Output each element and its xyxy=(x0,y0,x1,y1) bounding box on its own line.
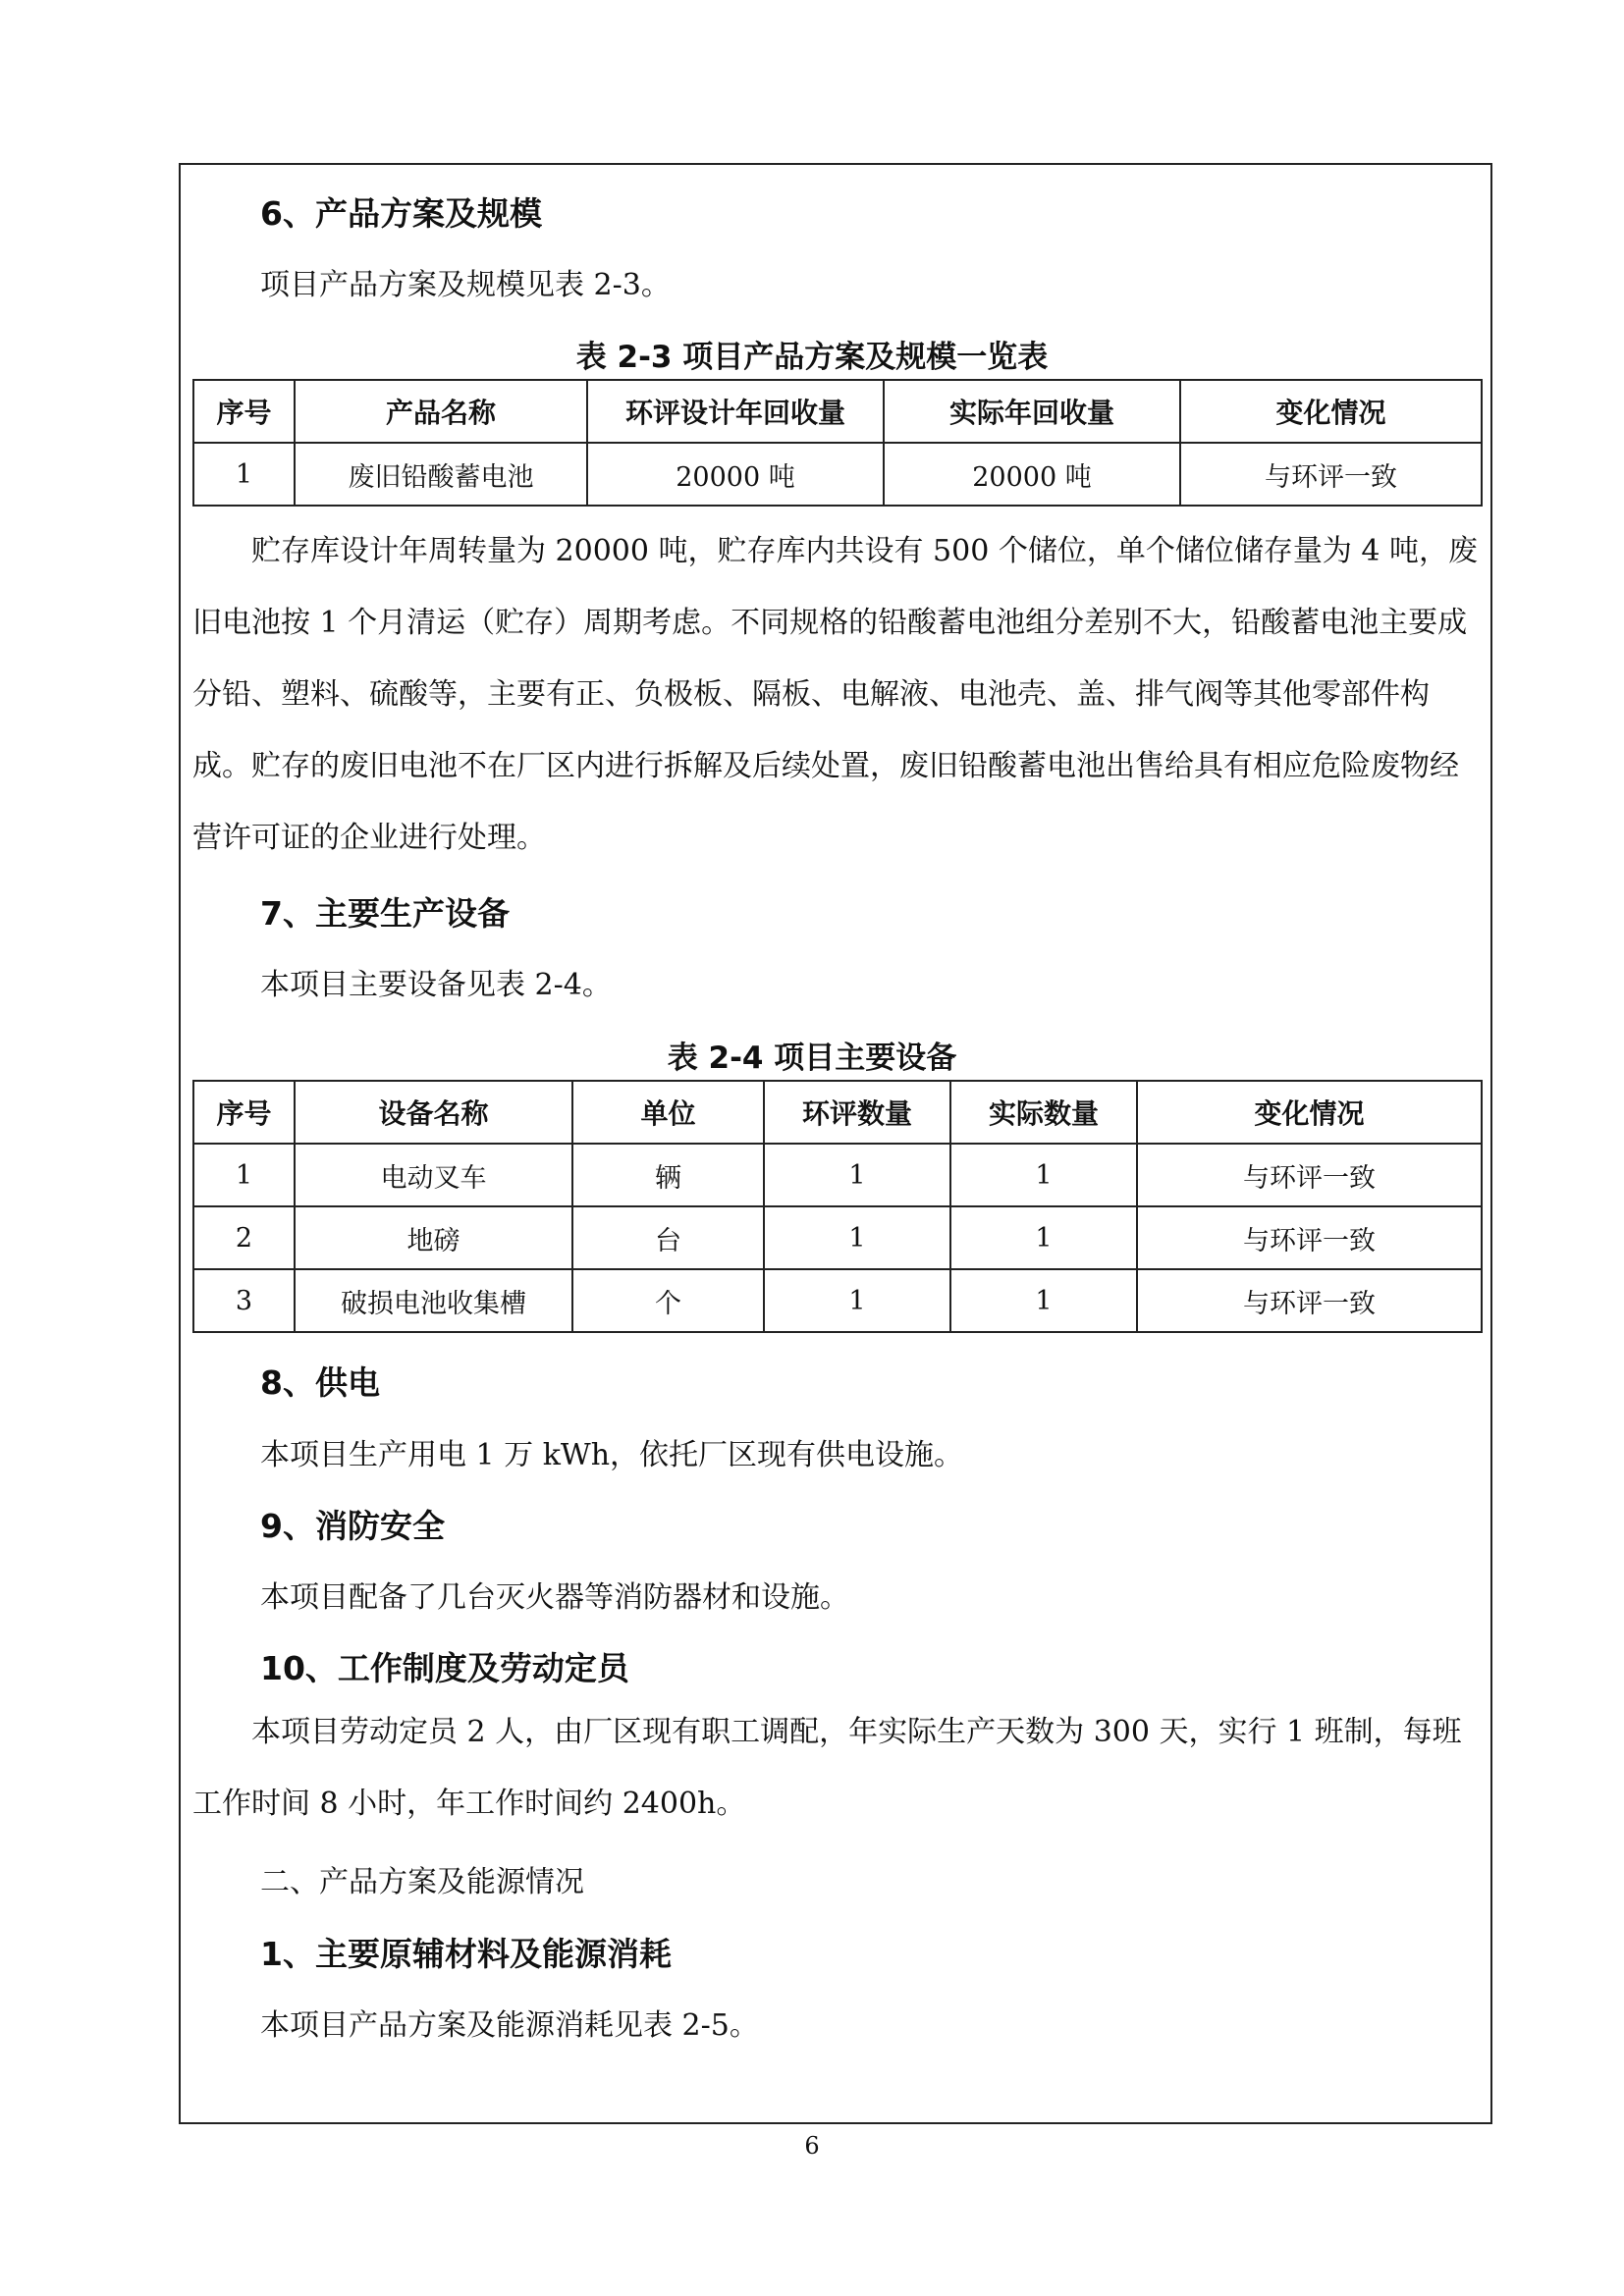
table-cell: 20000 吨 xyxy=(587,443,884,506)
table-cell: 1 xyxy=(764,1269,950,1332)
header-cell: 单位 xyxy=(572,1081,764,1144)
table-cell: 个 xyxy=(572,1269,764,1332)
table-cell: 1 xyxy=(193,1144,295,1206)
page-number: 6 xyxy=(804,2132,820,2160)
section-10-heading: 10、工作制度及劳动定员 xyxy=(260,1649,629,1687)
table-cell: 废旧铅酸蓄电池 xyxy=(295,443,587,506)
table-cell: 1 xyxy=(764,1144,950,1206)
table-cell: 与环评一致 xyxy=(1137,1206,1482,1269)
table-2-4-caption: 表 2-4 项目主要设备 xyxy=(667,1041,957,1076)
table-cell: 20000 吨 xyxy=(884,443,1180,506)
table-cell: 与环评一致 xyxy=(1137,1269,1482,1332)
section-6-paragraph: 贮存库设计年周转量为 20000 吨，贮存库内共设有 500 个储位，单个储位储存量为 4 吨，废旧电池按 1 个月清运（贮存）周期考虑。不同规格的铅酸蓄电池组分差别不大，铅酸蓄电池主要成分铅、塑料、硫酸等，主要有正、负极板、隔板、电解液、电池壳、盖、排气阀等其他零部件构成。贮存的废旧电池不在厂区内进行拆解及后续处置，废旧铅酸蓄电池出售给具有相应危险废物经营许可证的企业进行处理。 xyxy=(192,534,1478,855)
table-cell: 台 xyxy=(572,1206,764,1269)
table-row xyxy=(193,1144,1482,1206)
table-cell: 3 xyxy=(193,1269,295,1332)
part-2-title: 二、产品方案及能源情况 xyxy=(260,1865,584,1899)
table-cell: 辆 xyxy=(572,1144,764,1206)
table-header-row xyxy=(193,380,1482,443)
table-row xyxy=(193,1269,1482,1332)
header-cell: 实际数量 xyxy=(950,1081,1137,1144)
table-cell: 与环评一致 xyxy=(1180,443,1482,506)
table-row xyxy=(193,1206,1482,1269)
header-cell: 序号 xyxy=(193,1081,295,1144)
section-7-intro: 本项目主要设备见表 2-4。 xyxy=(260,968,612,1002)
part-2-heading: 1、主要原辅材料及能源消耗 xyxy=(260,1935,672,1973)
section-9-heading: 9、消防安全 xyxy=(260,1507,445,1545)
section-10-paragraph: 本项目劳动定员 2 人，由厂区现有职工调配，年实际生产天数为 300 天，实行 1 班制，每班工作时间 8 小时，年工作时间约 2400h。 xyxy=(192,1715,1462,1821)
header-cell: 序号 xyxy=(193,380,295,443)
table-header-row xyxy=(193,1081,1482,1144)
table-cell: 1 xyxy=(193,443,295,506)
table-cell: 地磅 xyxy=(295,1206,572,1269)
table-cell: 电动叉车 xyxy=(295,1144,572,1206)
header-cell: 变化情况 xyxy=(1180,380,1482,443)
header-cell: 实际年回收量 xyxy=(884,380,1180,443)
section-8-heading: 8、供电 xyxy=(260,1363,380,1402)
header-cell: 产品名称 xyxy=(295,380,587,443)
section-7-heading: 7、主要生产设备 xyxy=(260,894,510,933)
header-cell: 设备名称 xyxy=(295,1081,572,1144)
table-cell: 1 xyxy=(950,1144,1137,1206)
table-cell: 1 xyxy=(950,1269,1137,1332)
section-6-heading: 6、产品方案及规模 xyxy=(260,194,542,233)
header-cell: 环评数量 xyxy=(764,1081,950,1144)
table-2-4 xyxy=(192,1080,1483,1333)
part-2-text: 本项目产品方案及能源消耗见表 2-5。 xyxy=(260,2008,759,2043)
table-row xyxy=(193,443,1482,506)
table-cell: 2 xyxy=(193,1206,295,1269)
table-2-3 xyxy=(192,379,1483,507)
section-6-intro: 项目产品方案及规模见表 2-3。 xyxy=(260,268,671,302)
table-cell: 1 xyxy=(950,1206,1137,1269)
header-cell: 变化情况 xyxy=(1137,1081,1482,1144)
table-cell: 与环评一致 xyxy=(1137,1144,1482,1206)
section-8-text: 本项目生产用电 1 万 kWh，依托厂区现有供电设施。 xyxy=(260,1438,964,1472)
section-9-text: 本项目配备了几台灭火器等消防器材和设施。 xyxy=(260,1580,849,1615)
table-cell: 1 xyxy=(764,1206,950,1269)
header-cell: 环评设计年回收量 xyxy=(587,380,884,443)
table-2-3-caption: 表 2-3 项目产品方案及规模一览表 xyxy=(575,340,1049,375)
table-cell: 破损电池收集槽 xyxy=(295,1269,572,1332)
